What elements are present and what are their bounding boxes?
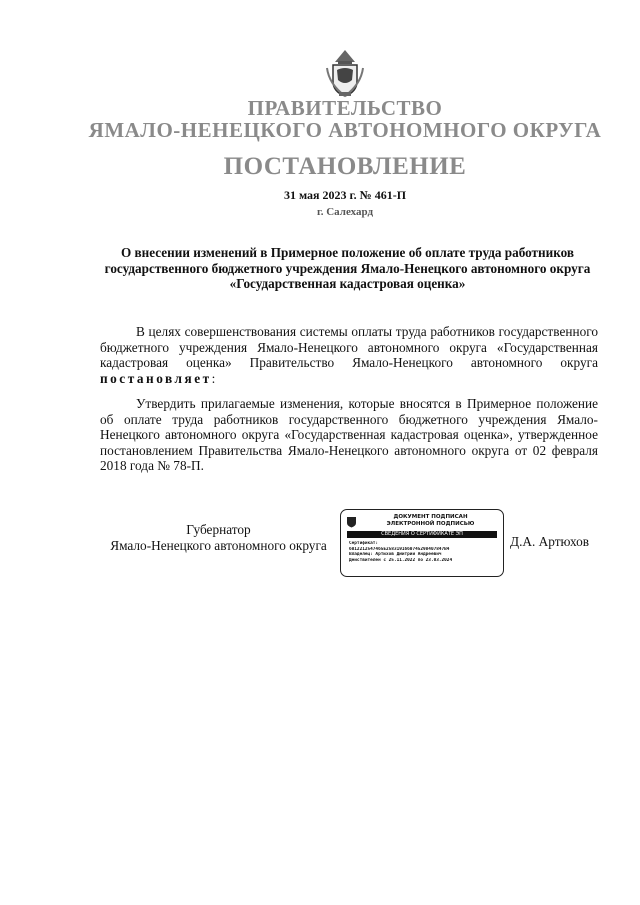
government-name-line1: ПРАВИТЕЛЬСТВО — [247, 96, 443, 120]
stamp-emblem-icon — [346, 515, 357, 528]
decree-city: г. Салехард — [316, 206, 374, 218]
signatory-name: Д.А. Артюхов — [510, 534, 590, 549]
government-name-line2: ЯМАЛО-НЕНЕЦКОГО АВТОНОМНОГО ОКРУГА — [88, 118, 602, 142]
signatory-title-line1: Губернатор — [186, 522, 251, 537]
stamp-heading — [363, 514, 498, 528]
paragraph-1-text: В целях совершенствования системы оплаты труда работников государственного бюджетного учреждения Ямало-Ненецкого автономного округа «Государственная кадастровая оценка» Правительство Ямало-Ненецкого автономного округа — [100, 324, 598, 371]
body-paragraph-1 — [100, 324, 598, 386]
stamp-heading-line2: ЭЛЕКТРОННОЙ ПОДПИСЬЮ — [386, 521, 475, 527]
stamp-owner: Владелец: Артюхов Дмитрий Андреевич — [349, 552, 442, 557]
signatory-title-line2: Ямало-Ненецкого автономного округа — [110, 538, 327, 553]
paragraph-1-end: : — [211, 370, 216, 386]
coat-of-arms-icon — [325, 48, 365, 98]
body-paragraph-2: Утвердить прилагаемые изменения, которые вносятся в Примерное положение об оплате труда работников государственного бюджетного учреждения Ямало-Ненецкого автономного округа «Государственная кадастровая оценка», утвержденное постановлением Правительства Ямало-Ненецкого автономного округа от 02 февраля 2018 года № 78-П. — [100, 396, 598, 474]
stamp-certificate-label: Сертификат: — [349, 541, 379, 546]
stamp-certificate-number: 6012212547465E2583191660745298407847B4 — [349, 546, 450, 552]
document-type-title: ПОСТАНОВЛЕНИЕ — [223, 153, 467, 180]
stamp-heading-line1: ДОКУМЕНТ ПОДПИСАН — [393, 514, 468, 520]
stamp-certificate-bar: СВЕДЕНИЯ О СЕРТИФИКАТЕ ЭП — [347, 531, 497, 538]
decree-subject: О внесении изменений в Примерное положение об оплате труда работников государственного бюджетного учреждения Ямало-Ненецкого автономного округа «Государственная кадастровая оценка» — [104, 245, 591, 291]
decree-date-number: 31 мая 2023 г. № 461-П — [283, 188, 407, 202]
resolves-word: постановляет — [100, 370, 212, 386]
signatory-title — [100, 522, 337, 554]
stamp-validity: Действителен с 25.11.2022 по 23.03.2024 — [349, 557, 453, 563]
electronic-signature-stamp — [340, 509, 504, 577]
